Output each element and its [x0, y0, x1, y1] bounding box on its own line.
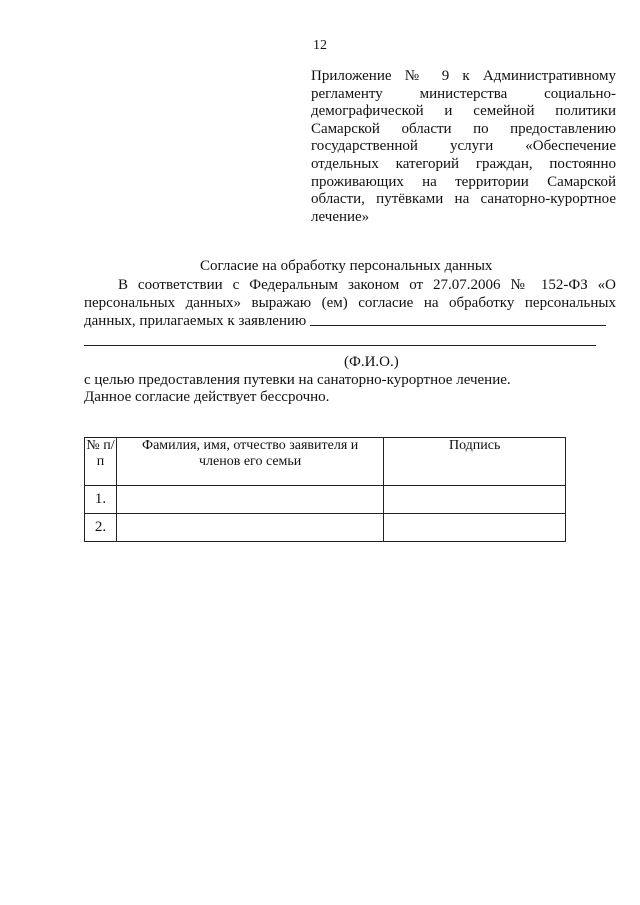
consent-paragraph: В соответствии с Федеральным законом от 27.07.2006 № 152-ФЗ «О персональных данных» выражаю (ем) согласие на обработку персональных данных, прилагаемых к заявлению: [84, 277, 616, 329]
table-header-row: [85, 438, 566, 486]
signatures-table: [84, 437, 566, 542]
row-signature-cell: [384, 514, 566, 542]
row-number: 1.: [85, 486, 117, 514]
fio-label: (Ф.И.О.): [344, 354, 399, 370]
validity-text: Данное согласие действует бессрочно.: [84, 389, 330, 405]
row-full-name-cell: [116, 486, 383, 514]
appendix-header: Приложение № 9 к Административному регламенту министерства социально-демографической и семейной политики Самарской области по предоставлению государственной услуги «Обеспечение отдельных категорий граждан, постоянно проживающих на территории Самарской области, путёвками на санаторно-курортное лечение»: [311, 68, 616, 225]
page-number: 12: [313, 38, 327, 53]
row-signature-cell: [384, 486, 566, 514]
fio-fill-line: [84, 345, 596, 346]
application-fill-line: [310, 325, 606, 326]
consent-title: Согласие на обработку персональных данных: [200, 258, 493, 274]
header-number: № п/п: [85, 438, 117, 486]
row-number: 2.: [85, 514, 117, 542]
table-row: [85, 486, 566, 514]
header-signature: Подпись: [384, 438, 566, 486]
table-row: [85, 514, 566, 542]
header-full-name: Фамилия, имя, отчество заявителя и членов его семьи: [116, 438, 383, 486]
purpose-text: с целью предоставления путевки на санаторно-курортное лечение.: [84, 372, 511, 388]
row-full-name-cell: [116, 514, 383, 542]
